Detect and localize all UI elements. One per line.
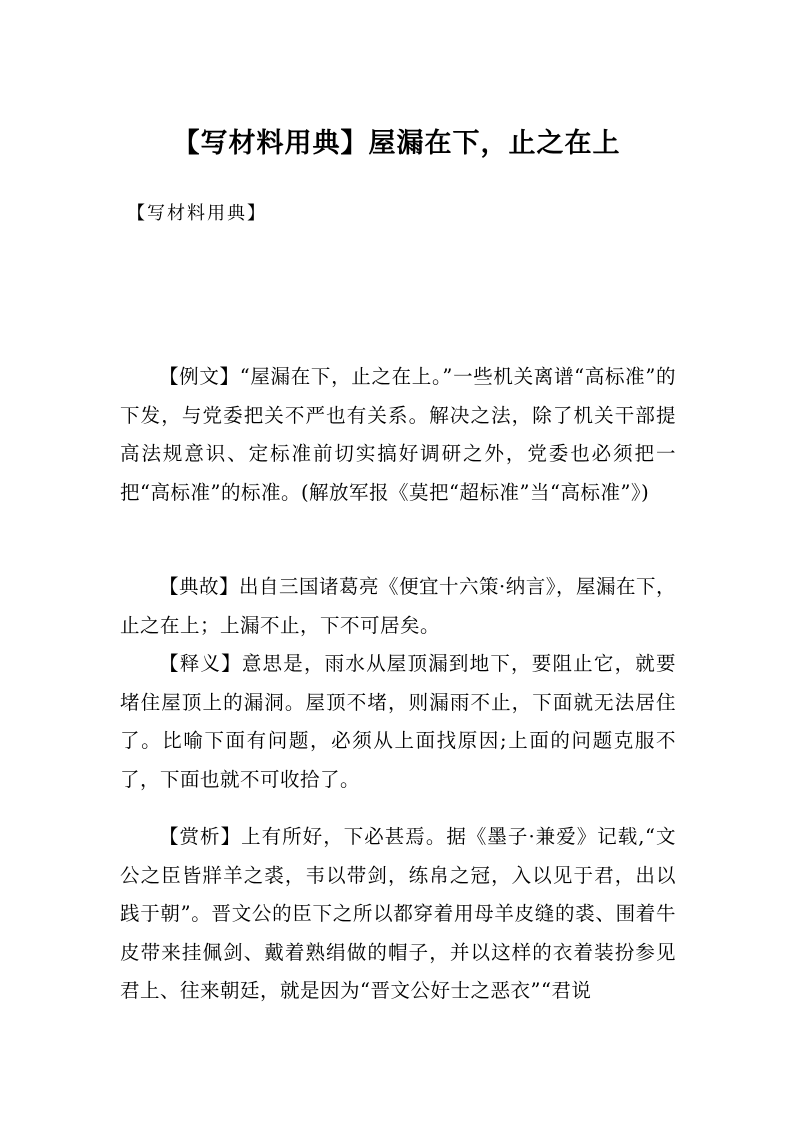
analysis-paragraph: 【赏析】上有所好，下必甚焉。据《墨子·兼爱》记载,“文公之臣皆牂羊之裘，韦以带剑，练帛之冠，入以见于君，出以践于朝”。晋文公的臣下之所以都穿着用母羊皮缝的裘、围着牛皮带来挂佩剑、戴着熟绢做的帽子，并以这样的衣着装扮参见君上、往来朝廷，就是因为“晋文公好士之恶衣”“君说 <box>120 825 676 1002</box>
page-title: 【写材料用典】屋漏在下，止之在上 <box>172 128 621 159</box>
meaning-paragraph: 【释义】意思是，雨水从屋顶漏到地下，要阻止它，就要堵住屋顶上的漏洞。屋顶不堵，则漏雨不止，下面就无法居住了。比喻下面有问题，必须从上面找原因;上面的问题克服不了，下面也就不可收拾了。 <box>120 652 676 791</box>
section-label: 【写材料用典】 <box>127 203 267 224</box>
example-paragraph: 【例文】“屋漏在下，止之在上。”一些机关离谱“高标准”的下发，与党委把关不严也有关系。解决之法，除了机关干部提高法规意识、定标准前切实搞好调研之外，党委也必须把一把“高标准”的标准。(解放军报《莫把“超标准”当“高标准”》) <box>120 365 676 504</box>
origin-paragraph: 【典故】出自三国诸葛亮《便宜十六策·纳言》，屋漏在下，止之在上；上漏不止，下不可居矣。 <box>120 575 676 637</box>
